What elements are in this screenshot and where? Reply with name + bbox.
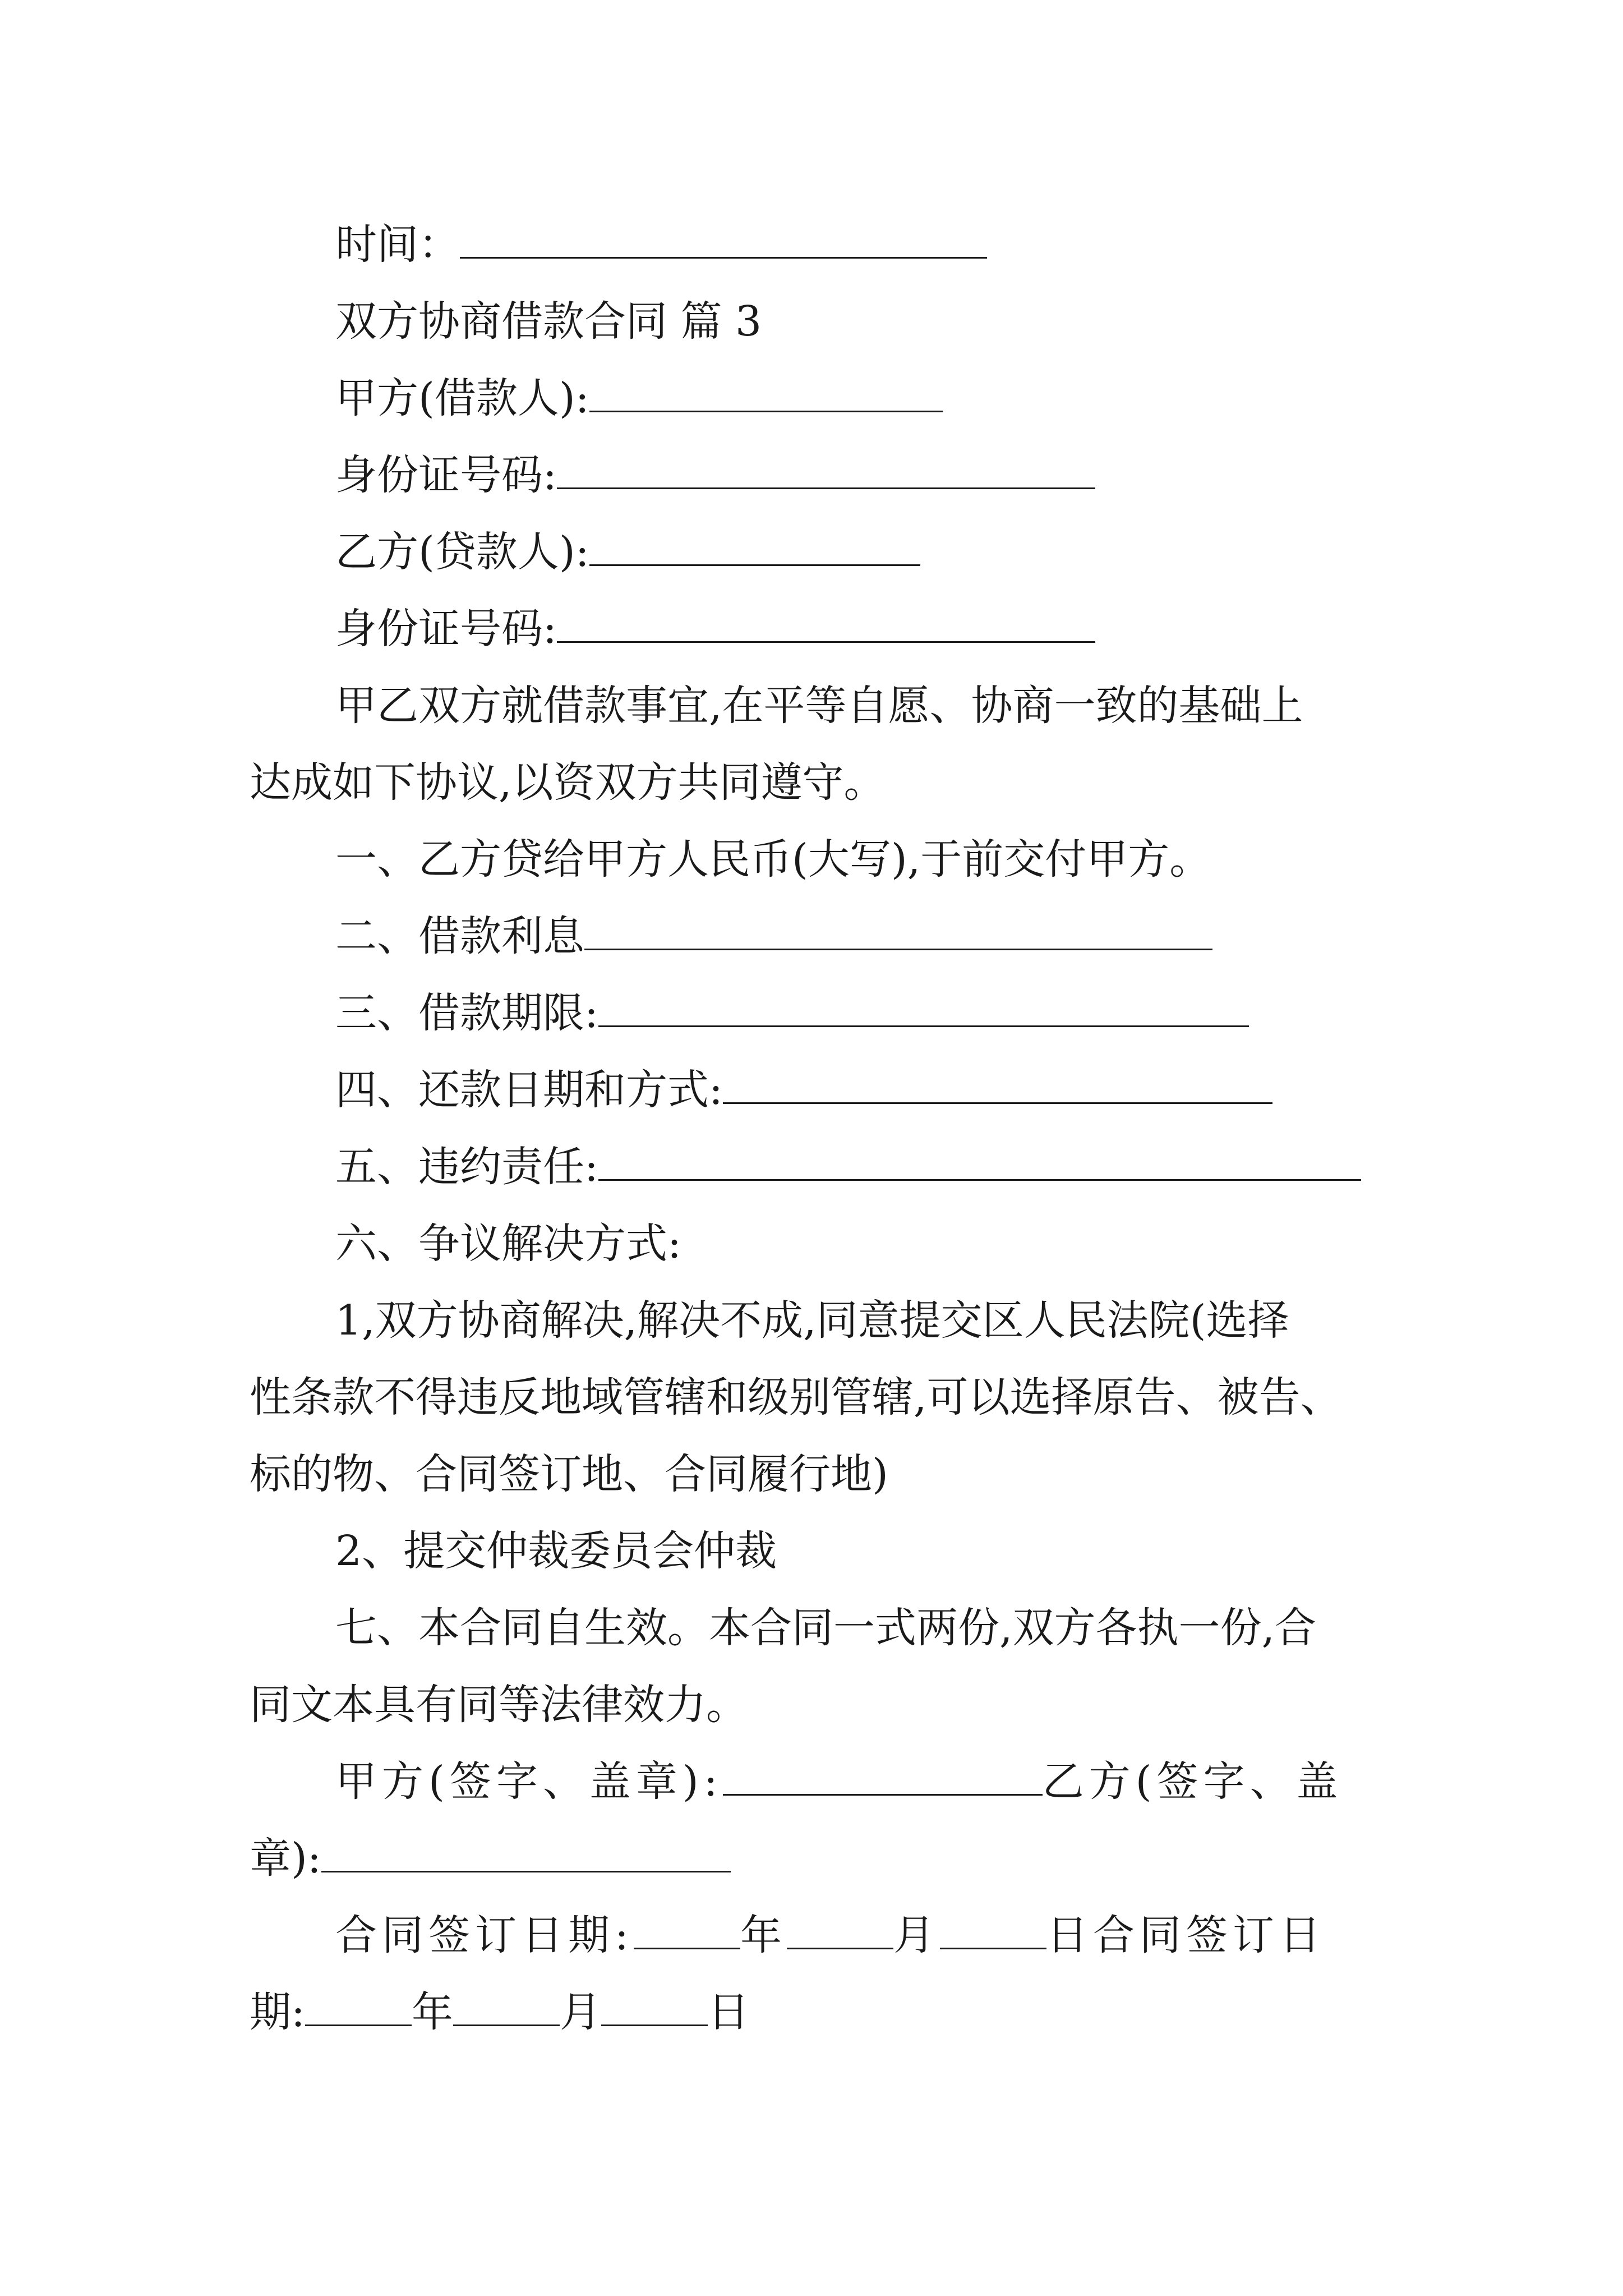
id-a-label: 身份证号码: (335, 451, 557, 499)
id-a-blank (557, 448, 1095, 489)
section-title: 双方协商借款合同 篇 3 (335, 297, 762, 346)
month-label-1: 月 (893, 1911, 940, 1959)
clause-7-line-a: 七、本合同自生效。本合同一式两份,双方各执一份,合 (335, 1604, 1317, 1652)
clause-6-2: 2、提交仲裁委员会仲裁 (335, 1527, 777, 1575)
clause-3-blank (598, 986, 1249, 1027)
sign-b-blank (321, 1832, 731, 1872)
clause-3-label: 三、借款期限: (335, 989, 598, 1037)
sign-a-label: 甲方(签字、盖章): (335, 1757, 723, 1806)
day-blank-2 (601, 1985, 708, 2026)
clause-4-blank (723, 1063, 1272, 1104)
intro-line-2: 达成如下协议,以资双方共同遵守。 (250, 758, 886, 807)
day-and-label: 日合同签订日 (1046, 1911, 1326, 1959)
clause-6-1-line-b: 性条款不得违反地域管辖和级别管辖,可以选择原告、被告、 (250, 1373, 1342, 1421)
time-line (335, 218, 987, 272)
clause-2-label: 二、借款利息 (335, 912, 584, 960)
sign-b-label: 乙方(签字、盖 (1042, 1757, 1343, 1806)
id-b-blank (557, 602, 1095, 643)
id-a-line (335, 448, 1095, 502)
clause-6-1-line-a: 1,双方协商解决,解决不成,同意提交区人民法院(选择 (335, 1296, 1289, 1345)
year-label-2: 年 (411, 1988, 453, 2036)
clause-4-label: 四、还款日期和方式: (335, 1066, 723, 1114)
clause-6: 六、争议解决方式: (335, 1220, 681, 1268)
time-label: 时间： (335, 220, 460, 269)
date-label-2: 期: (250, 1988, 305, 2036)
year-blank-2 (305, 1985, 412, 2026)
id-b-line (335, 602, 1095, 656)
party-b-label: 乙方(贷款人): (335, 528, 589, 576)
id-b-label: 身份证号码: (335, 605, 557, 653)
clause-2-line (335, 909, 1212, 963)
clause-6-1-line-c: 标的物、合同签订地、合同履行地) (250, 1450, 888, 1498)
clause-5-line (335, 1140, 1361, 1194)
month-label-2: 月 (559, 1988, 601, 2036)
party-a-line (335, 371, 943, 425)
clause-5-label: 五、违约责任: (335, 1143, 598, 1191)
party-a-blank (589, 371, 943, 412)
time-blank (460, 218, 987, 259)
day-label-2: 日 (707, 1988, 749, 2036)
signature-line-2 (250, 1832, 731, 1885)
party-b-line (335, 525, 920, 579)
year-blank-1 (634, 1908, 740, 1949)
date-label-1: 合同签订日期: (335, 1911, 634, 1959)
clause-4-line (335, 1063, 1272, 1117)
signature-line (335, 1755, 1343, 1809)
clause-5-blank (598, 1140, 1361, 1181)
day-blank-1 (940, 1908, 1046, 1949)
clause-2-blank (584, 909, 1212, 950)
clause-1: 一、乙方贷给甲方人民币(大写),于前交付甲方。 (335, 835, 1211, 884)
date-line-2 (250, 1985, 749, 2039)
date-line-1 (335, 1908, 1326, 1962)
month-blank-2 (453, 1985, 560, 2026)
party-a-label: 甲方(借款人): (335, 374, 589, 422)
month-blank-1 (787, 1908, 893, 1949)
sign-b-label-cont: 章): (250, 1834, 321, 1883)
intro-line-1: 甲乙双方就借款事宜,在平等自愿、协商一致的基础上 (335, 682, 1303, 730)
party-b-blank (589, 525, 920, 566)
year-label-1: 年 (740, 1911, 787, 1959)
clause-7-line-b: 同文本具有同等法律效力。 (250, 1681, 748, 1729)
sign-a-blank (723, 1755, 1043, 1796)
clause-3-line (335, 986, 1249, 1040)
